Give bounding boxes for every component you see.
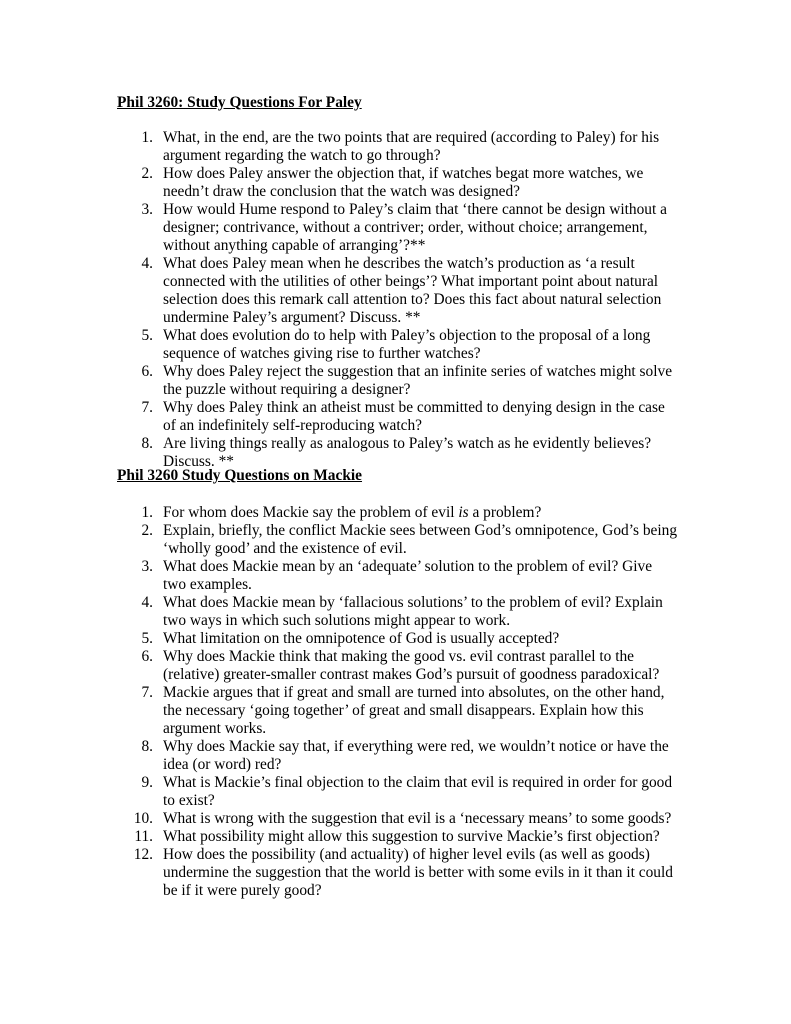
question-number: 8. [141, 738, 153, 755]
question-text: What does evolution do to help with Paley’s objection to the proposal of a long sequence of watches giving rise to further watches? [163, 327, 651, 362]
question-text: Explain, briefly, the conflict Mackie sees between God’s omnipotence, God’s being ‘wholly good’ and the existence of evil. [163, 522, 678, 557]
question-text: Are living things really as analogous to Paley’s watch as he evidently believes? Discuss. ** [163, 435, 652, 470]
question-text-part: For whom does Mackie say the problem of evil [163, 504, 459, 521]
question-text [163, 504, 541, 521]
question-text: What, in the end, are the two points that are required (according to Paley) for his argument regarding the watch to go through? [163, 129, 660, 164]
question-text: How does Paley answer the objection that, if watches begat more watches, we needn’t draw the conclusion that the watch was designed? [163, 165, 644, 200]
list-item [117, 648, 677, 684]
list-item [117, 810, 677, 828]
question-text: What is Mackie’s final objection to the claim that evil is required in order for good to exist? [163, 774, 673, 809]
question-number: 1. [141, 129, 153, 146]
question-text: Why does Paley think an atheist must be committed to denying design in the case of an indefinitely self-reproducing watch? [163, 399, 665, 434]
question-text: Why does Paley reject the suggestion that an infinite series of watches might solve the puzzle without requiring a designer? [163, 363, 673, 398]
emphasis-text: is [458, 504, 469, 521]
mackie-question-list [117, 504, 677, 900]
question-text: Why does Mackie think that making the good vs. evil contrast parallel to the (relative) greater-smaller contrast makes God’s pursuit of goodness paradoxical? [163, 648, 660, 683]
question-number: 4. [141, 594, 153, 611]
list-item [117, 558, 677, 594]
list-item [117, 684, 677, 738]
question-number: 1. [141, 504, 153, 521]
question-number: 11. [134, 828, 153, 845]
list-item [117, 774, 677, 810]
question-text: What does Mackie mean by ‘fallacious solutions’ to the problem of evil? Explain two ways in which such solutions might appear to work. [163, 594, 663, 629]
paley-question-list [117, 129, 677, 471]
list-item [117, 363, 677, 399]
list-item [117, 630, 677, 648]
question-text: Why does Mackie say that, if everything were red, we wouldn’t notice or have the idea (or word) red? [163, 738, 669, 773]
question-text: What does Mackie mean by an ‘adequate’ solution to the problem of evil? Give two examples. [163, 558, 653, 593]
question-text-part: a problem? [468, 504, 542, 521]
question-text: What is wrong with the suggestion that evil is a ‘necessary means’ to some goods? [163, 810, 672, 827]
list-item [117, 201, 677, 255]
question-number: 6. [141, 648, 153, 665]
list-item [117, 828, 677, 846]
question-number: 3. [141, 558, 153, 575]
question-number: 7. [141, 684, 153, 701]
list-item [117, 522, 677, 558]
mackie-heading: Phil 3260 Study Questions on Mackie [117, 467, 363, 484]
question-number: 2. [141, 522, 153, 539]
list-item [117, 846, 677, 900]
question-text: What limitation on the omnipotence of God is usually accepted? [163, 630, 560, 647]
list-item [117, 435, 677, 471]
question-number: 4. [141, 255, 153, 272]
question-number: 2. [141, 165, 153, 182]
question-number: 12. [133, 846, 153, 863]
question-number: 3. [141, 201, 153, 218]
question-number: 8. [141, 435, 153, 452]
list-item [117, 327, 677, 363]
question-number: 7. [141, 399, 153, 416]
list-item [117, 255, 677, 327]
list-item [117, 594, 677, 630]
question-text: How would Hume respond to Paley’s claim that ‘there cannot be design without a designer; contrivance, without a contriver; order, without choice; arrangement, without anything capable of arranging’?** [163, 201, 667, 254]
list-item [117, 129, 677, 165]
list-item [117, 504, 677, 522]
list-item [117, 738, 677, 774]
question-text: What possibility might allow this suggestion to survive Mackie’s first objection? [163, 828, 660, 845]
list-item [117, 399, 677, 435]
paley-heading: Phil 3260: Study Questions For Paley [117, 94, 362, 111]
question-number: 5. [141, 327, 153, 344]
question-number: 9. [141, 774, 153, 791]
list-item [117, 165, 677, 201]
question-text: Mackie argues that if great and small are turned into absolutes, on the other hand, the necessary ‘going together’ of great and small disappears. Explain how this argument works. [163, 684, 665, 737]
question-number: 6. [141, 363, 153, 380]
question-text: How does the possibility (and actuality) of higher level evils (as well as goods) undermine the suggestion that the world is better with some evils in it than it could be if it were purely good? [163, 846, 673, 899]
question-text: What does Paley mean when he describes the watch’s production as ‘a result connected with the utilities of other beings’? What important point about natural selection does this remark call attention to? Does this fact about natural selection undermine Paley’s argument? Discuss. ** [163, 255, 662, 326]
question-number: 5. [141, 630, 153, 647]
question-number: 10. [133, 810, 153, 827]
